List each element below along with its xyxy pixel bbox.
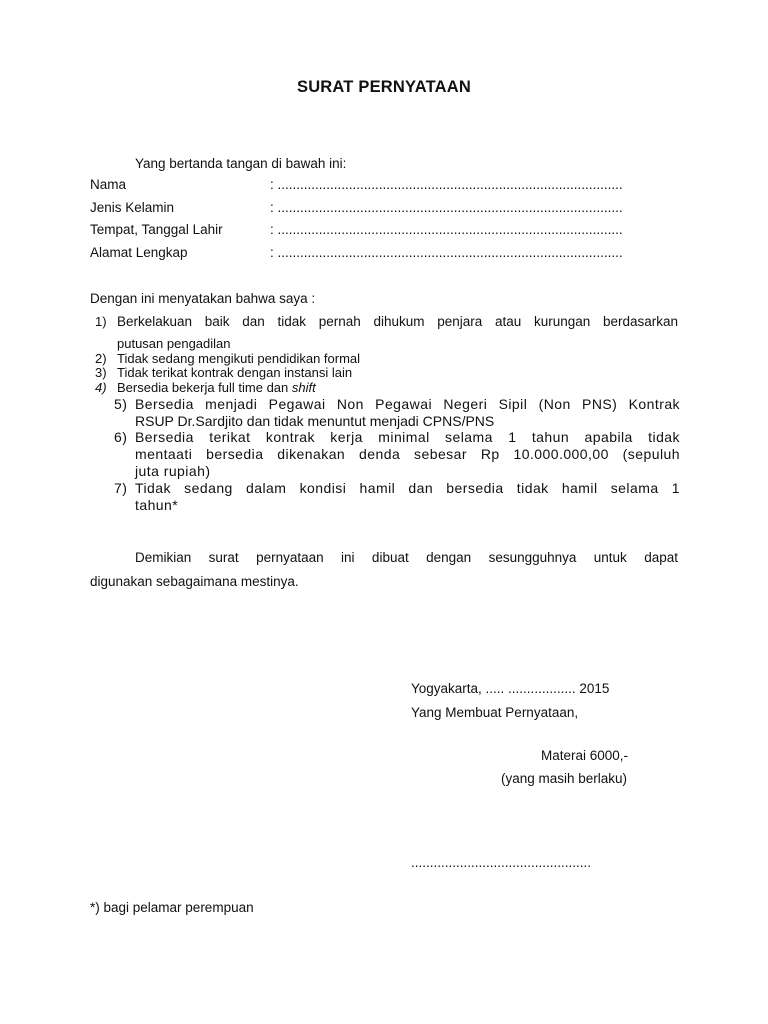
item-4-text-italic: shift bbox=[291, 380, 316, 395]
signature-place-date: Yogyakarta, ..... .................. 2015 bbox=[411, 681, 610, 696]
item-1-line-1: Berkelakuan baik dan tidak pernah dihukum penjara atau kurungan berdasarkan bbox=[117, 314, 678, 329]
item-7-line-1: Tidak sedang dalam kondisi hamil dan bersedia tidak hamil selama 1 bbox=[135, 480, 680, 496]
item-5-number: 5) bbox=[114, 396, 128, 412]
field-label-nama: Nama bbox=[90, 177, 127, 192]
item-3-number: 3) bbox=[95, 365, 107, 380]
field-label-jenis-kelamin: Jenis Kelamin bbox=[90, 200, 175, 215]
closing-line-1: Demikian surat pernyataan ini dibuat dengan sesungguhnya untuk dapat bbox=[135, 550, 678, 565]
item-2-text: Tidak sedang mengikuti pendidikan formal bbox=[117, 351, 361, 366]
item-4-text bbox=[117, 380, 316, 395]
field-value-alamat-lengkap: : ............................................................................................ bbox=[270, 245, 623, 260]
statement-intro: Dengan ini menyatakan bahwa saya : bbox=[90, 291, 316, 306]
footnote: *) bagi pelamar perempuan bbox=[90, 900, 254, 915]
item-3-text: Tidak terikat kontrak dengan instansi lain bbox=[117, 365, 353, 380]
item-6-number: 6) bbox=[114, 429, 128, 445]
item-7-number: 7) bbox=[114, 480, 128, 496]
item-7-line-2: tahun* bbox=[135, 497, 179, 513]
stamp-note: (yang masih berlaku) bbox=[501, 771, 628, 786]
intro-text: Yang bertanda tangan di bawah ini: bbox=[135, 156, 347, 171]
stamp-label: Materai 6000,- bbox=[541, 748, 629, 763]
item-1-line-2: putusan pengadilan bbox=[117, 336, 231, 351]
item-4-number: 4) bbox=[95, 380, 107, 395]
field-value-jenis-kelamin: : ............................................................................................ bbox=[270, 200, 623, 215]
item-1-number: 1) bbox=[95, 314, 107, 329]
document-title: SURAT PERNYATAAN bbox=[296, 78, 472, 96]
closing-line-2: digunakan sebagaimana mestinya. bbox=[90, 574, 299, 589]
item-2-number: 2) bbox=[95, 351, 107, 366]
item-6-line-1: Bersedia terikat kontrak kerja minimal selama 1 tahun apabila tidak bbox=[135, 429, 680, 445]
item-4-text-regular: Bersedia bekerja full time dan bbox=[117, 380, 292, 395]
item-6-line-3: juta rupiah) bbox=[135, 463, 211, 479]
signature-maker: Yang Membuat Pernyataan, bbox=[411, 705, 579, 720]
signature-name-line: ................................................ bbox=[411, 855, 592, 870]
field-label-tempat-tanggal-lahir: Tempat, Tanggal Lahir bbox=[90, 222, 223, 237]
field-value-nama: : ............................................................................................ bbox=[270, 177, 623, 192]
item-5-line-1: Bersedia menjadi Pegawai Non Pegawai Negeri Sipil (Non PNS) Kontrak bbox=[135, 396, 680, 412]
field-value-tempat-tanggal-lahir: : ............................................................................................ bbox=[270, 222, 623, 237]
field-label-alamat-lengkap: Alamat Lengkap bbox=[90, 245, 188, 260]
item-6-line-2: mentaati bersedia dikenakan denda sebesar Rp 10.000.000,00 (sepuluh bbox=[135, 446, 680, 462]
item-5-line-2: RSUP Dr.Sardjito dan tidak menuntut menjadi CPNS/PNS bbox=[135, 413, 495, 429]
